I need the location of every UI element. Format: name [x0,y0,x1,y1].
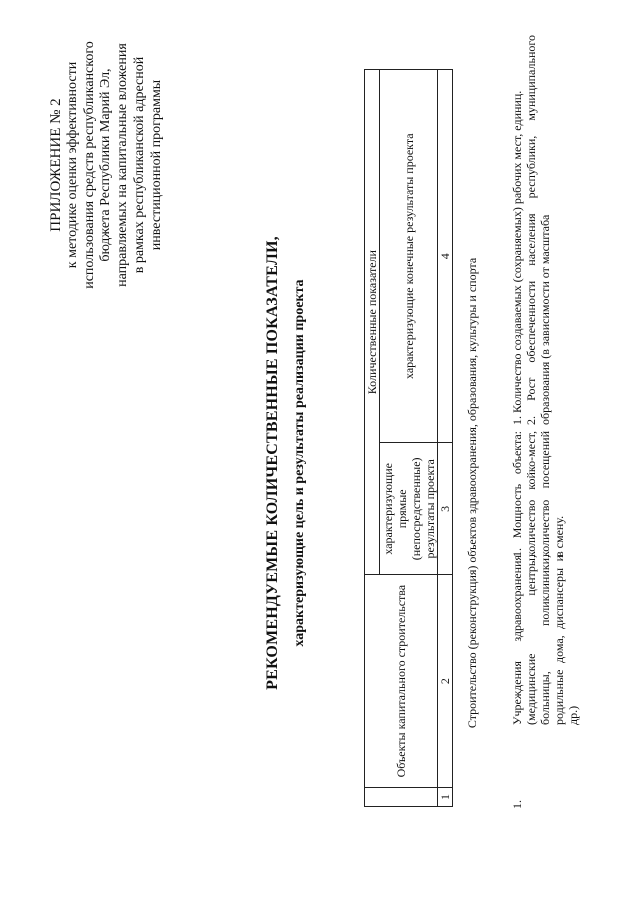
row-final-results-text [510,35,552,425]
row-object-text: Учреждения здравоохранения (медицинские центры, больницы, поликлиники, родильные дома, диспансеры и др.) [510,555,580,725]
row-direct-results-text: 1. Мощность объекта: количество койко-мест, количество посещений в смену. [510,431,566,557]
appendix-line: инвестиционной программы [148,79,164,251]
final-result-line: 2. Рост обеспеченности населения республики, муниципального образования (в зависимости от масштаба [524,35,552,425]
appendix-line: к методике оценки эффективности [64,61,80,269]
header-objects: Объекты капитального строительства [365,575,438,788]
document-title: РЕКОМЕНДУЕМЫЕ КОЛИЧЕСТВЕННЫЕ ПОКАЗАТЕЛИ, [264,236,281,690]
appendix-title: ПРИЛОЖЕНИЕ № 2 [48,98,64,232]
header-empty-cell [365,788,438,807]
header-quantitative-indicators: Количественные показатели [365,70,380,575]
header-final-results: характеризующие конечные результаты проекта [380,70,438,443]
document-heading [264,83,308,843]
header-direct-results: характеризующие прямые (непосредственные) результаты проекта [380,443,438,575]
document-subtitle: характеризующие цель и результаты реализации проекта [292,279,307,647]
column-number: 3 [438,443,453,575]
appendix-line: бюджета Республики Марий Эл, [98,68,114,262]
appendix-line: использования средств республиканского [81,41,97,289]
appendix-block [48,15,166,315]
appendix-line: в рамках республиканской адресной [131,56,147,274]
appendix-line: направляемых на капитальные вложения [115,43,131,287]
final-result-line: 1. Количество создаваемых (сохраняемых) рабочих мест, единиц. [510,90,524,425]
row-number: 1. [510,800,524,809]
column-number: 2 [438,575,453,788]
indicators-table [364,69,453,807]
column-number: 4 [438,70,453,443]
section-title: Строительство (реконструкция) объектов здравоохранения, образования, культуры и спорта [465,257,479,729]
column-number: 1 [438,788,453,807]
